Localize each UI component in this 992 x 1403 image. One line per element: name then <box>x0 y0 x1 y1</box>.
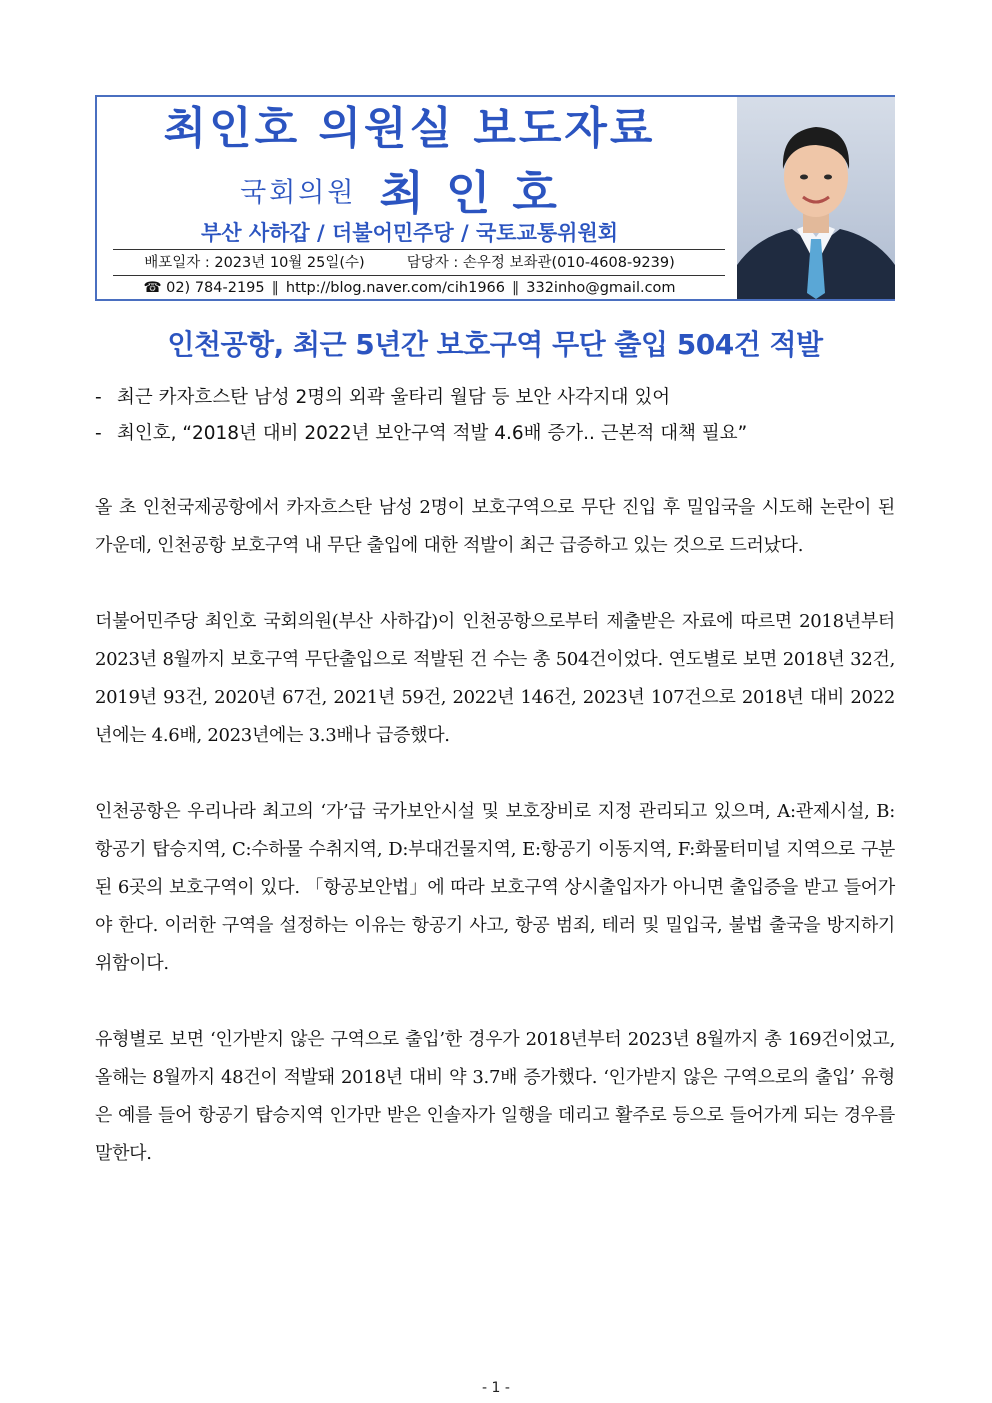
header-contact-row: ☎ 02) 784-2195 ‖ http://blog.naver.com/cih1966 ‖ 332inho@gmail.com <box>143 280 676 296</box>
header-affiliation: 부산 사하갑 / 더불어민주당 / 국토교통위원회 <box>200 221 619 245</box>
article-paragraph: 더불어민주당 최인호 국회의원(부산 사하갑)이 인천공항으로부터 제출받은 자료에 따르면 2018년부터 2023년 8월까지 보호구역 무단출입으로 적발된 건 수는 총 504건이었다. 연도별로 보면 2018년 32건, 2019년 93건, 2020년 67건, 2021년 59건, 2022년 146건, 2023년 107건으로 2018년 대비 2022년에는 4.6배, 2023년에는 3.3배나 급증했다. <box>95 611 895 746</box>
portrait-photo <box>737 97 895 299</box>
headline: 인천공항, 최근 5년간 보호구역 무단 출입 504건 적발 <box>167 328 823 361</box>
summary-bullet: - 최근 카자흐스탄 남성 2명의 외곽 울타리 월담 등 보안 사각지대 있어 <box>95 387 671 408</box>
article-paragraph: 인천공항은 우리나라 최고의 ‘가’급 국가보안시설 및 보호장비로 지정 관리되고 있으며, A:관제시설, B:항공기 탑승지역, C:수하물 수취지역, D:부대건물지역, E:항공기 이동지역, F:화물터미널 지역으로 구분된 6곳의 보호구역이 있다. 「항공보안법」에 따라 보호구역 상시출입자가 아니면 출입증을 받고 들어가야 한다. 이러한 구역을 설정하는 이유는 항공기 사고, 항공 범죄, 테러 및 밀입국, 불법 출국을 방지하기 위함이다. <box>95 801 895 974</box>
distribution-date: 배포일자 : 2023년 10월 25일(수) <box>144 255 365 271</box>
header-name-label: 국회의원 <box>240 177 357 209</box>
summary-bullets <box>95 380 895 452</box>
header-title: 최인호 의원실 보도자료 <box>163 103 656 154</box>
article-paragraph: 유형별로 보면 ‘인가받지 않은 구역으로 출입’한 경우가 2018년부터 2023년 8월까지 총 169건이었고, 올해는 8월까지 48건이 적발돼 2018년 대비 약 3.7배 증가했다. ‘인가받지 않은 구역으로의 출입’ 유형은 예를 들어 항공기 탑승지역 인가만 받은 인솔자가 일행을 데리고 활주로 등으로 들어가게 되는 경우를 말한다. <box>95 1029 895 1164</box>
header-divider <box>113 275 725 276</box>
portrait-illustration <box>737 97 895 299</box>
header-name: 최인호 <box>379 166 579 220</box>
header-distribution-row <box>97 252 722 274</box>
header-divider <box>113 249 725 250</box>
header-name-row <box>97 157 722 223</box>
summary-bullet: - 최인호, “2018년 대비 2022년 보안구역 적발 4.6배 증가.. 근본적 대책 필요” <box>95 423 748 444</box>
article-body <box>95 489 895 1211</box>
page-number: - 1 - <box>482 1380 510 1396</box>
contact-person: 담당자 : 손우정 보좌관(010-4608-9239) <box>406 255 675 271</box>
article-paragraph: 올 초 인천국제공항에서 카자흐스탄 남성 2명이 보호구역으로 무단 진입 후 밀입국을 시도해 논란이 된 가운데, 인천공항 보호구역 내 무단 출입에 대한 적발이 최근 급증하고 있는 것으로 드러났다. <box>95 497 895 556</box>
phone-number: ☎ 02) 784-2195 <box>143 280 265 296</box>
press-release-header <box>95 95 895 301</box>
email-link[interactable]: 332inho@gmail.com <box>526 280 676 296</box>
blog-link[interactable]: http://blog.naver.com/cih1966 <box>285 280 505 296</box>
